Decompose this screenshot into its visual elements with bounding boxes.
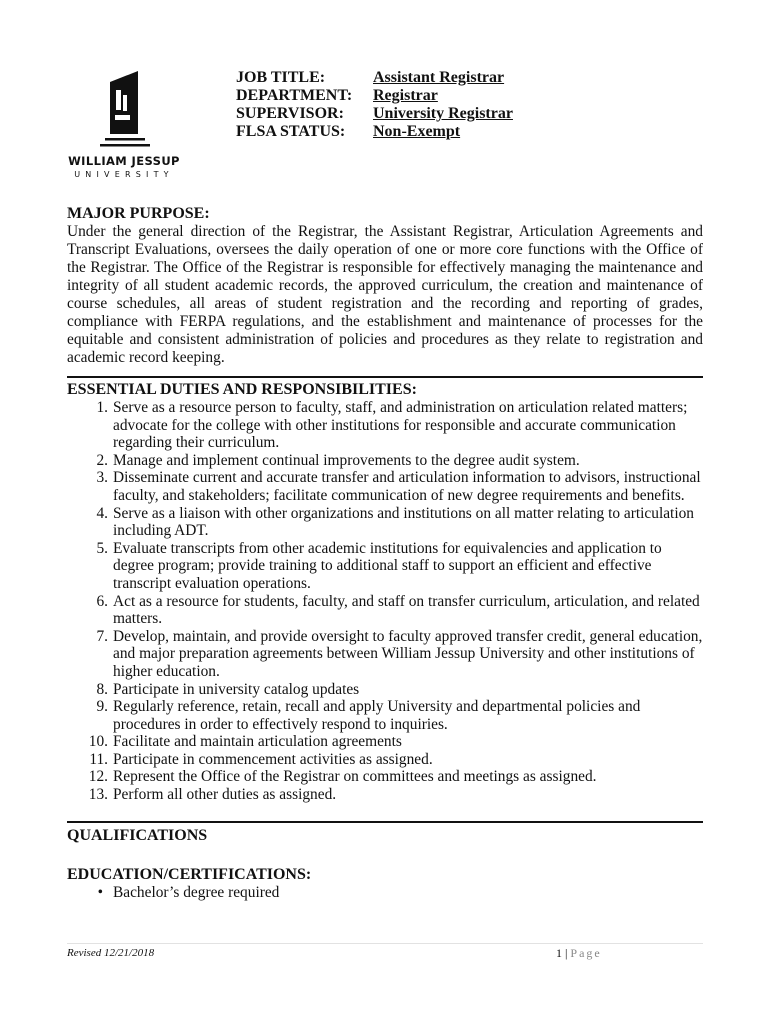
item-text: Evaluate transcripts from other academic institutions for equivalencies and application to degree program; provide training to additional staff to support an efficient and effective transcript evaluation operations. [113, 539, 662, 592]
qualifications-heading: QUALIFICATIONS [67, 826, 208, 844]
list-item [67, 469, 703, 504]
item-text: Bachelor’s degree required [113, 883, 280, 901]
item-text: Disseminate current and accurate transfer and articulation information to advisors, instructional faculty, and stakeholders; facilitate communication of new degree requirements and benefits. [113, 469, 701, 504]
header-value: University Registrar [373, 105, 513, 122]
item-text: Participate in university catalog updates [113, 680, 360, 698]
header-row-flsa-status [236, 123, 513, 141]
page-number [556, 946, 602, 961]
list-item [67, 733, 703, 751]
header-row-job-title [236, 69, 513, 87]
item-number: 2. [96, 451, 108, 469]
bullet-icon: • [97, 883, 103, 901]
job-header [236, 69, 513, 141]
header-value: Non-Exempt [373, 123, 461, 140]
list-item [67, 505, 703, 540]
item-text: Perform all other duties as assigned. [113, 786, 337, 804]
list-item [67, 399, 703, 452]
section-divider [67, 376, 703, 378]
list-item [67, 681, 703, 699]
duties-list [67, 399, 703, 804]
logo-name: WILLIAM JESSUP [68, 154, 180, 168]
list-item [67, 768, 703, 786]
item-text: Represent the Office of the Registrar on committees and meetings as assigned. [113, 768, 597, 786]
list-item [67, 593, 703, 628]
header-value: Registrar [373, 87, 438, 104]
header-row-department [236, 87, 513, 105]
item-number: 3. [96, 469, 108, 487]
page-number-value: 1 [556, 946, 562, 960]
item-number: 11. [89, 750, 108, 768]
header-label: JOB TITLE: [236, 69, 326, 86]
item-number: 9. [96, 698, 108, 716]
item-text: Facilitate and maintain articulation agreements [113, 733, 402, 751]
item-number: 6. [96, 592, 108, 610]
item-text: Develop, maintain, and provide oversight to faculty approved transfer credit, general education, and major preparation agreements between William Jessup University and other institutions of higher education. [113, 627, 703, 680]
section-divider [67, 821, 703, 823]
list-item [67, 452, 703, 470]
list-item [67, 884, 703, 902]
university-logo [62, 68, 190, 186]
university-logo-mark-icon [96, 68, 156, 150]
page-label: Page [570, 946, 602, 960]
item-number: 5. [96, 539, 108, 557]
header-label: DEPARTMENT: [236, 87, 353, 104]
document-body [67, 205, 703, 902]
list-item [67, 698, 703, 733]
header-label: SUPERVISOR: [236, 105, 344, 122]
list-item [67, 628, 703, 681]
item-text: Manage and implement continual improvements to the degree audit system. [113, 451, 580, 469]
footer-divider [67, 943, 703, 944]
item-text: Serve as a liaison with other organizations and institutions on all matter relating to articulation including ADT. [113, 504, 695, 540]
logo-subtitle: UNIVERSITY [74, 170, 174, 179]
item-number: 10. [88, 733, 108, 751]
header-value: Assistant Registrar [373, 69, 505, 86]
major-purpose-heading: MAJOR PURPOSE: [67, 205, 210, 222]
item-number: 12. [88, 768, 108, 786]
item-number: 7. [96, 627, 108, 645]
item-number: 13. [88, 786, 108, 804]
revised-date: Revised 12/21/2018 [67, 947, 155, 959]
item-text: Participate in commencement activities as assigned. [113, 750, 433, 768]
list-item [67, 540, 703, 593]
major-purpose-text: Under the general direction of the Registrar, the Assistant Registrar, Articulation Agreements and Transcript Evaluations, oversees the daily operation of one or more core functions with the Office of the Registrar. The Office of the Registrar is responsible for effectively managing the maintenance and integrity of all student academic records, the approved curriculum, the creation and maintenance of course schedules, all areas of student registration and the recording and reporting of grades, compliance with FERPA regulations, and the establishment and maintenance of processes for the equitable and consistent administration of policies and procedures as they relate to registration and academic record keeping. [67, 223, 703, 366]
header-row-supervisor [236, 105, 513, 123]
item-number: 4. [96, 504, 108, 522]
item-number: 8. [96, 680, 108, 698]
page-separator: | [565, 946, 568, 960]
item-text: Serve as a resource person to faculty, staff, and administration on articulation related matters; advocate for the college with other institutions for responsible and accurate communication regarding their curriculum. [113, 399, 688, 452]
item-number: 1. [96, 399, 108, 416]
item-text: Act as a resource for students, faculty, and staff on transfer curriculum, articulation, and related matters. [113, 592, 700, 628]
list-item [67, 786, 703, 804]
header-label: FLSA STATUS: [236, 123, 346, 140]
education-heading: EDUCATION/CERTIFICATIONS: [67, 865, 312, 883]
duties-heading: ESSENTIAL DUTIES AND RESPONSIBILITIES: [67, 381, 417, 398]
item-text: Regularly reference, retain, recall and apply University and departmental policies and procedures in order to effectively respond to inquiries. [113, 698, 641, 733]
list-item [67, 751, 703, 769]
